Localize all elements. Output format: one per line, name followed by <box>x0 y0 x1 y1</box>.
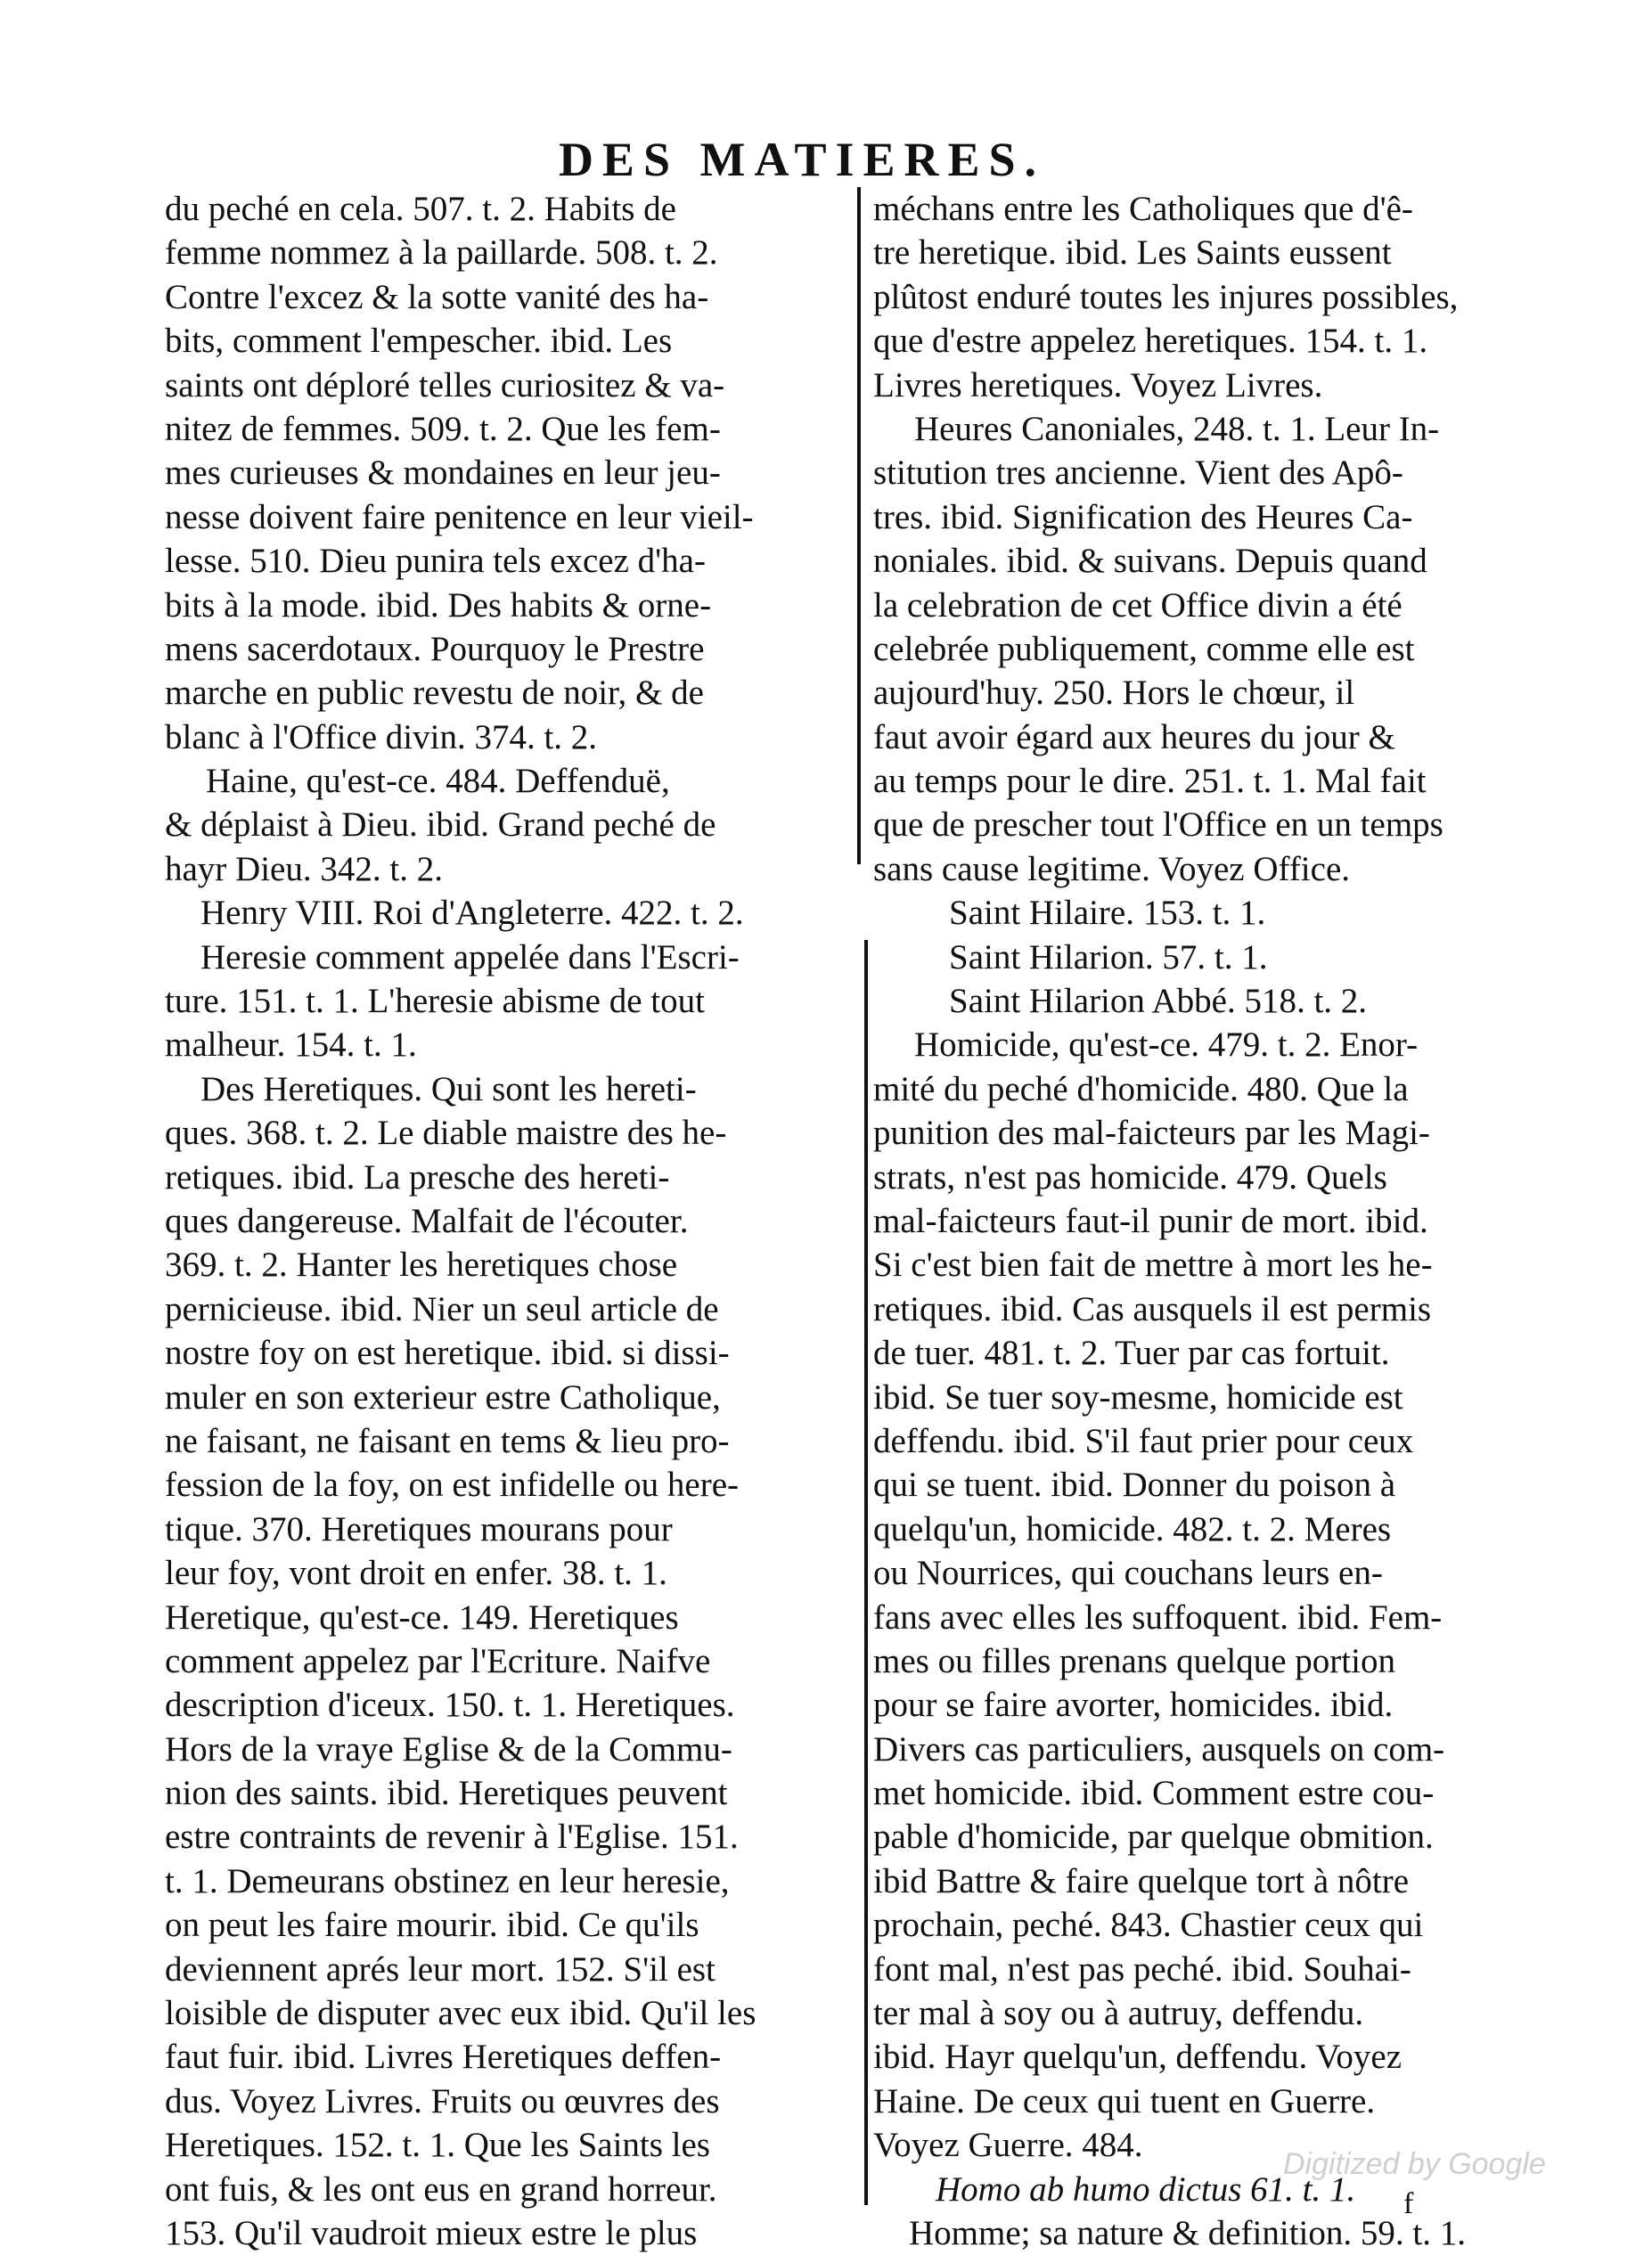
index-line: mes curieuses & mondaines en leur jeu- <box>165 453 721 493</box>
index-line: quelqu'un, homicide. 482. t. 2. Meres <box>873 1509 1392 1548</box>
index-line: qui se tuent. ibid. Donner du poison à <box>873 1466 1396 1505</box>
index-line: strats, n'est pas homicide. 479. Quels <box>873 1157 1387 1197</box>
index-line: ne faisant, ne faisant en tems & lieu pro- <box>165 1421 730 1460</box>
index-line: punition des mal-faicteurs par les Magi- <box>873 1114 1430 1153</box>
index-line: Voyez Guerre. 484. <box>873 2126 1143 2165</box>
index-line: muler en son exterieur estre Catholique, <box>165 1377 721 1417</box>
index-line: tre heretique. ibid. Les Saints eussent <box>873 233 1392 273</box>
index-entry-start: Henry VIII. Roi d'Angleterre. 422. t. 2. <box>200 894 744 933</box>
index-line: ibid Battre & faire quelque tort à nôtre <box>873 1861 1410 1900</box>
index-line: pable d'homicide, par quelque obmition. <box>873 1818 1434 1857</box>
index-line: fans avec elles les suffoquent. ibid. Fem- <box>873 1597 1443 1637</box>
digitization-watermark: Digitized by Google <box>1283 2147 1546 2181</box>
index-line: malheur. 154. t. 1. <box>165 1025 417 1065</box>
index-line: plûtost enduré toutes les injures possibles, <box>873 277 1459 316</box>
index-entry-start: Heures Canoniales, 248. t. 1. Leur In- <box>914 409 1440 448</box>
index-line: femme nommez à la paillarde. 508. t. 2. <box>165 233 718 273</box>
index-line: noniales. ibid. & suivans. Depuis quand <box>873 542 1427 581</box>
index-line: stitution tres ancienne. Vient des Apô- <box>873 453 1403 493</box>
index-line: description d'iceux. 150. t. 1. Heretiques. <box>165 1686 735 1725</box>
index-line: nesse doivent faire penitence en leur vieil- <box>165 497 754 536</box>
index-line: prochain, peché. 843. Chastier ceux qui <box>873 1906 1424 1945</box>
index-line: hayr Dieu. 342. t. 2. <box>165 849 443 888</box>
index-line: & déplaist à Dieu. ibid. Grand peché de <box>165 805 716 845</box>
index-entry-start: Homicide, qu'est-ce. 479. t. 2. Enor- <box>914 1025 1419 1065</box>
index-line: Hors de la vraye Eglise & de la Commu- <box>165 1729 732 1769</box>
index-line: ibid. Hayr quelqu'un, deffendu. Voyez <box>873 2038 1402 2077</box>
index-line: saints ont déploré telles curiositez & va- <box>165 365 725 404</box>
index-line: comment appelez par l'Ecriture. Naifve <box>165 1641 711 1680</box>
running-title: DES MATIERES. <box>558 133 1046 186</box>
index-line: tique. 370. Heretiques mourans pour <box>165 1509 673 1548</box>
index-line: nitez de femmes. 509. t. 2. Que les fem- <box>165 409 721 448</box>
index-line: Contre l'excez & la sotte vanité des ha- <box>165 277 709 316</box>
index-line: pour se faire avorter, homicides. ibid. <box>873 1686 1394 1725</box>
index-entry-start: Saint Hilarion Abbé. 518. t. 2. <box>949 982 1368 1021</box>
index-line: loisible de disputer avec eux ibid. Qu'il les <box>165 1994 756 2033</box>
index-line: que d'estre appelez heretiques. 154. t. 1. <box>873 322 1428 361</box>
index-line: méchans entre les Catholiques que d'ê- <box>873 190 1413 228</box>
index-line: font mal, n'est pas peché. ibid. Souhai- <box>873 1949 1411 1989</box>
index-line: aujourd'huy. 250. Hors le chœur, il <box>873 674 1355 713</box>
index-line: mité du peché d'homicide. 480. Que la <box>873 1069 1409 1108</box>
index-line: mal-faicteurs faut-il punir de mort. ibid. <box>873 1201 1428 1240</box>
index-line: Si c'est bien fait de mettre à mort les he- <box>873 1246 1433 1285</box>
index-line: bits, comment l'empescher. ibid. Les <box>165 322 673 361</box>
index-line: faut avoir égard aux heures du jour & <box>873 717 1395 756</box>
index-line: deffendu. ibid. S'il faut prier pour ceux <box>873 1421 1414 1460</box>
signature-mark: f <box>1403 2187 1414 2220</box>
index-entry-start: Heresie comment appelée dans l'Escri- <box>200 937 740 976</box>
index-line: que de prescher tout l'Office en un temps <box>873 805 1443 845</box>
index-line: Livres heretiques. Voyez Livres. <box>873 365 1323 404</box>
index-line: ter mal à soy ou à autruy, deffendu. <box>873 1994 1364 2033</box>
index-line: marche en public revestu de noir, & de <box>165 674 704 713</box>
index-column-left <box>165 187 860 2255</box>
index-line: mens sacerdotaux. Pourquoy le Prestre <box>165 629 705 668</box>
index-line: ont fuis, & les ont eus en grand horreur. <box>165 2169 717 2209</box>
index-line: mes ou filles prenans quelque portion <box>873 1641 1395 1680</box>
index-line: retiques. ibid. La presche des hereti- <box>165 1157 670 1197</box>
index-line: de tuer. 481. t. 2. Tuer par cas fortuit. <box>873 1334 1390 1373</box>
index-line: la celebration de cet Office divin a été <box>873 585 1403 625</box>
index-line: t. 1. Demeurans obstinez en leur heresie, <box>165 1861 730 1900</box>
index-line: celebrée publiquement, comme elle est <box>873 629 1415 668</box>
index-entry-start: Saint Hilarion. 57. t. 1. <box>949 937 1268 976</box>
index-line: ques. 368. t. 2. Le diable maistre des he- <box>165 1114 727 1153</box>
index-entry-start: Saint Hilaire. 153. t. 1. <box>949 894 1266 933</box>
index-line: deviennent aprés leur mort. 152. S'il est <box>165 1949 716 1989</box>
index-line: Heretique, qu'est-ce. 149. Heretiques <box>165 1597 679 1637</box>
index-line: du peché en cela. 507. t. 2. Habits de <box>165 190 676 228</box>
index-line: nion des saints. ibid. Heretiques peuvent <box>165 1774 728 1813</box>
index-line: retiques. ibid. Cas ausquels il est permis <box>873 1289 1432 1328</box>
index-column-right <box>873 187 1573 2255</box>
index-line: dus. Voyez Livres. Fruits ou œuvres des <box>165 2081 720 2120</box>
index-line: 369. t. 2. Hanter les heretiques chose <box>165 1246 678 1285</box>
index-line: nostre foy on est heretique. ibid. si dissi- <box>165 1334 730 1373</box>
index-line: on peut les faire mourir. ibid. Ce qu'ils <box>165 1906 699 1945</box>
index-line: faut fuir. ibid. Livres Heretiques deffen- <box>165 2038 722 2077</box>
index-line: pernicieuse. ibid. Nier un seul article de <box>165 1289 719 1328</box>
index-line: met homicide. ibid. Comment estre cou- <box>873 1774 1435 1813</box>
index-line: ture. 151. t. 1. L'heresie abisme de tout <box>165 982 705 1021</box>
index-line: estre contraints de revenir à l'Eglise. 151. <box>165 1818 739 1857</box>
index-entry-start: Des Heretiques. Qui sont les hereti- <box>200 1069 697 1108</box>
index-line: au temps pour le dire. 251. t. 1. Mal fait <box>873 762 1427 801</box>
column-divider-rule-lower <box>864 940 868 2205</box>
index-line: Divers cas particuliers, ausquels on com- <box>873 1729 1445 1769</box>
index-entry-start: Haine, qu'est-ce. 484. Deffenduë, <box>206 762 670 801</box>
index-entry-start: Homo ab humo dictus 61. t. 1. <box>936 2169 1356 2209</box>
index-line: lesse. 510. Dieu punira tels excez d'ha- <box>165 542 706 581</box>
index-line: ibid. Se tuer soy-mesme, homicide est <box>873 1377 1403 1417</box>
index-line: ques dangereuse. Malfait de l'écouter. <box>165 1201 689 1240</box>
index-entry-start: Homme; sa nature & definition. 59. t. 1. <box>909 2213 1466 2252</box>
index-line: blanc à l'Office divin. 374. t. 2. <box>165 717 598 756</box>
index-line: leur foy, vont droit en enfer. 38. t. 1. <box>165 1554 667 1593</box>
index-line: 153. Qu'il vaudroit mieux estre le plus <box>165 2213 698 2252</box>
index-line: Heretiques. 152. t. 1. Que les Saints les <box>165 2126 710 2165</box>
index-line: tres. ibid. Signification des Heures Ca- <box>873 497 1413 536</box>
index-line: ou Nourrices, qui couchans leurs en- <box>873 1554 1383 1593</box>
index-line: Haine. De ceux qui tuent en Guerre. <box>873 2081 1376 2120</box>
index-line: fession de la foy, on est infidelle ou here- <box>165 1466 740 1505</box>
index-line: bits à la mode. ibid. Des habits & orne- <box>165 585 712 625</box>
index-line: sans cause legitime. Voyez Office. <box>873 849 1351 888</box>
